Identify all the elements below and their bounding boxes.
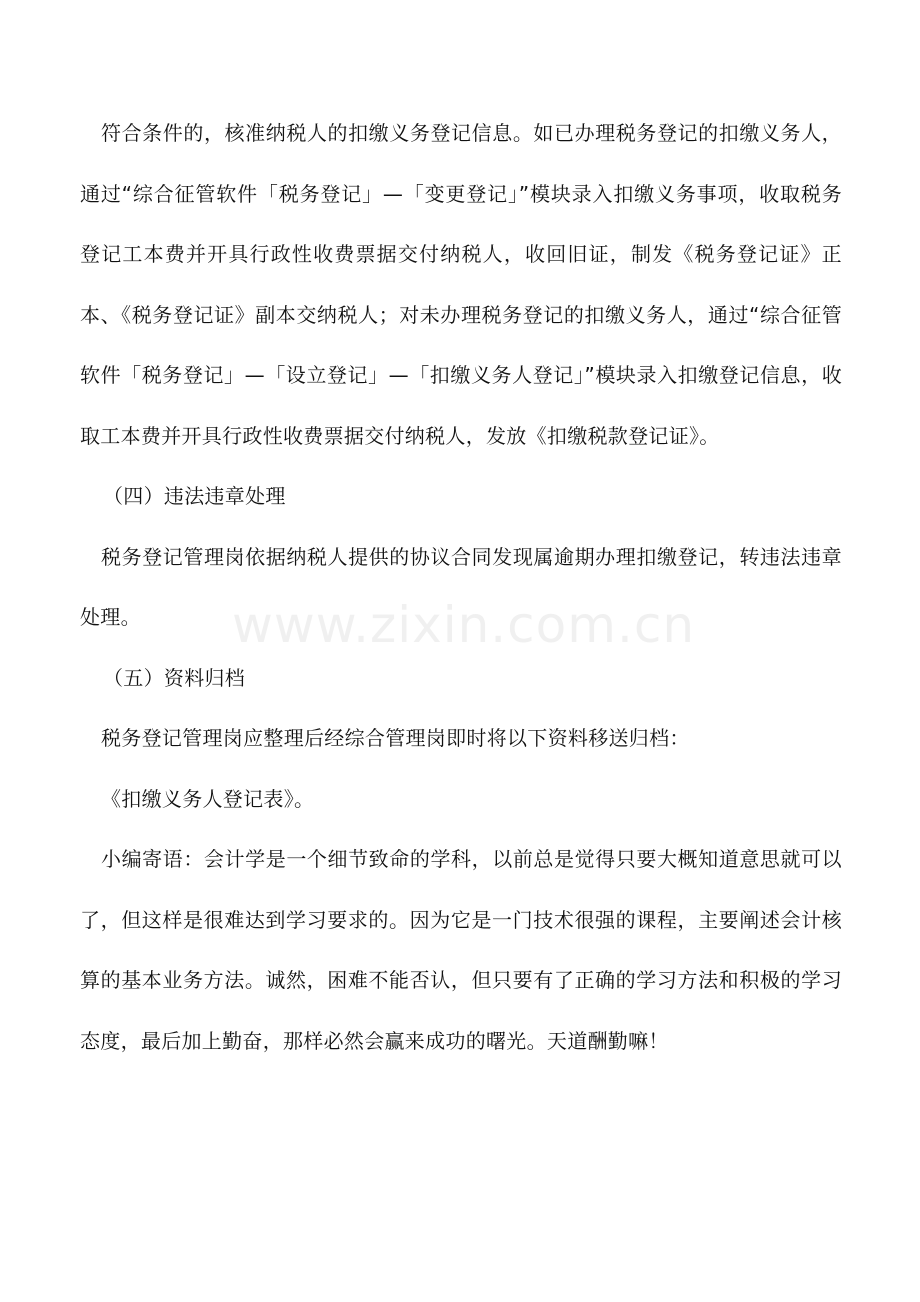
heading-archiving: （五）资料归档 bbox=[103, 665, 246, 690]
paragraph-editor-note: 小编寄语：会计学是一个细节致命的学科，以前总是觉得只要大概知道意思就可以了，但这样是很难达到学习要求的。因为它是一门技术很强的课程，主要阐述会计核算的基本业务方法。诚然，困难不能否认，但只要有了正确的学习方法和积极的学习态度，最后加上勤奋，那样必然会赢来成功的曙光。天道酬勤嘛！ bbox=[80, 847, 842, 1053]
heading-violation-handling: （四）违法违章处理 bbox=[103, 484, 286, 508]
watermark: www.zixin.com.cn bbox=[232, 596, 696, 654]
paragraph-violation-handling: 税务登记管理岗依据纳税人提供的协议合同发现属逾期办理扣缴登记，转违法违章处理。 bbox=[80, 544, 842, 629]
paragraph-archive-item: 《扣缴义务人登记表》。 bbox=[101, 786, 315, 811]
paragraph-archiving: 税务登记管理岗应整理后经综合管理岗即时将以下资料移送归档： bbox=[101, 726, 690, 750]
document-body bbox=[80, 122, 842, 1071]
paragraph-registration-procedure: 符合条件的，核准纳税人的扣缴义务登记信息。如已办理税务登记的扣缴义务人，通过“综合征管软件「税务登记」—「变更登记」”模块录入扣缴义务事项，收取税务登记工本费并开具行政性收费票据交付纳税人，收回旧证，制发《税务登记证》正本、《税务登记证》副本交纳税人；对未办理税务登记的扣缴义务人，通过“综合征管软件「税务登记」—「设立登记」—「扣缴义务人登记」”模块录入扣缴登记信息，收取工本费并开具行政性收费票据交付纳税人，发放《扣缴税款登记证》。 bbox=[80, 121, 842, 448]
